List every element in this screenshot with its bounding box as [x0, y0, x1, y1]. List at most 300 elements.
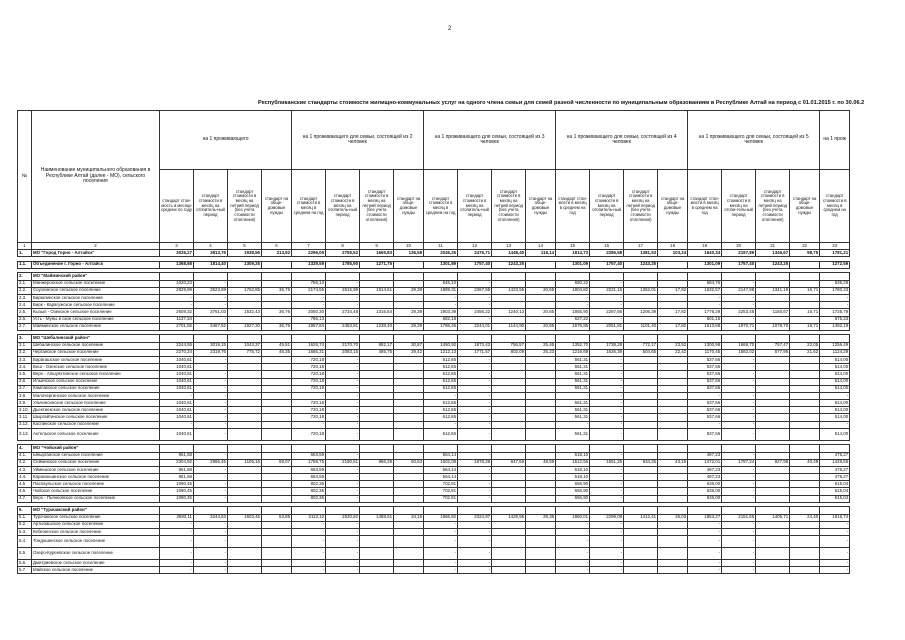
- value-cell: 1101,40: [624, 323, 658, 330]
- value-cell: [360, 421, 394, 428]
- table-row: [18, 507, 850, 514]
- value-cell: 1804,82: [556, 287, 590, 294]
- value-cell: 514,00: [820, 364, 850, 371]
- value-cell: [624, 335, 658, 342]
- value-cell: [526, 507, 556, 514]
- value-cell: -: [326, 392, 360, 399]
- value-cell: 17,82: [658, 287, 688, 294]
- value-cell: [424, 273, 458, 280]
- value-cell: 2456,22: [458, 309, 492, 316]
- value-cell: [326, 445, 360, 452]
- value-cell: [492, 316, 526, 323]
- value-cell: 1472,01: [688, 459, 722, 466]
- value-cell: [360, 371, 394, 378]
- value-cell: [526, 385, 556, 392]
- value-cell: [492, 378, 526, 385]
- value-cell: [624, 488, 658, 495]
- value-cell: -: [590, 356, 624, 363]
- value-cell: [492, 356, 526, 363]
- value-cell: [394, 371, 424, 378]
- value-cell: -: [688, 521, 722, 528]
- value-cell: -: [458, 548, 492, 560]
- value-cell: 720,18: [292, 414, 326, 421]
- row-name: Объединение г. Горно - Алтайск: [32, 261, 160, 268]
- value-cell: [756, 452, 790, 459]
- value-cell: [492, 536, 526, 548]
- value-cell: [262, 335, 292, 342]
- value-cell: [526, 521, 556, 528]
- value-cell: 36,76: [262, 309, 292, 316]
- value-cell: [624, 528, 658, 535]
- value-cell: [790, 507, 820, 514]
- value-cell: 3244,53: [194, 514, 228, 521]
- value-cell: -: [194, 428, 228, 440]
- value-cell: 2046,25: [424, 250, 458, 257]
- column-number: 2: [32, 243, 160, 250]
- value-cell: -: [326, 302, 360, 309]
- value-cell: 34,16: [394, 514, 424, 521]
- value-cell: [492, 371, 526, 378]
- row-name: Кебезенское сельское поселение: [32, 528, 160, 535]
- value-cell: 1781,21: [820, 250, 850, 257]
- table-row: [18, 414, 850, 421]
- value-cell: [722, 273, 756, 280]
- value-cell: [756, 507, 790, 514]
- row-name: Озеро-Куреевское сельское поселение: [32, 548, 160, 560]
- value-cell: [624, 273, 658, 280]
- value-cell: -: [458, 364, 492, 371]
- value-cell: [526, 261, 556, 268]
- value-cell: [492, 294, 526, 301]
- value-cell: [262, 567, 292, 574]
- value-cell: [160, 507, 194, 514]
- value-cell: [492, 364, 526, 371]
- column-number: 22: [790, 243, 820, 250]
- value-cell: -: [326, 316, 360, 323]
- value-cell: 1938,56: [228, 250, 262, 257]
- value-cell: [394, 445, 424, 452]
- value-cell: [228, 294, 262, 301]
- value-cell: [394, 481, 424, 488]
- value-cell: [624, 407, 658, 414]
- value-cell: 24,40: [790, 514, 820, 521]
- value-cell: -: [820, 421, 850, 428]
- header-subcolumn: стандарт на обще-домовые нужды: [394, 170, 424, 243]
- value-cell: [790, 280, 820, 287]
- value-cell: [228, 548, 262, 560]
- value-cell: [624, 414, 658, 421]
- value-cell: [820, 273, 850, 280]
- value-cell: [658, 548, 688, 560]
- value-cell: 3523,69: [194, 287, 228, 294]
- value-cell: [756, 294, 790, 301]
- table-row: [18, 385, 850, 392]
- value-cell: 1040,61: [160, 428, 194, 440]
- header-subcolumn: стандарт на обще-домовые нужды: [526, 170, 556, 243]
- value-cell: 20,65: [526, 309, 556, 316]
- header-subcolumn: стандарт стоимости в месяц на отопитель-ный период: [326, 170, 360, 243]
- value-cell: [624, 378, 658, 385]
- value-cell: 1771,57: [458, 349, 492, 356]
- value-cell: 986,29: [360, 459, 394, 466]
- value-cell: [194, 507, 228, 514]
- value-cell: [228, 273, 262, 280]
- value-cell: 3467,52: [194, 323, 228, 330]
- value-cell: [326, 335, 360, 342]
- value-cell: 485,75: [360, 349, 394, 356]
- value-cell: [556, 445, 590, 452]
- value-cell: [688, 273, 722, 280]
- value-cell: 636,00: [688, 495, 722, 502]
- column-number: 15: [556, 243, 590, 250]
- value-cell: 1786,46: [424, 323, 458, 330]
- value-cell: -: [326, 474, 360, 481]
- row-number: 3.1.: [18, 342, 32, 349]
- value-cell: -: [722, 280, 756, 287]
- value-cell: [492, 414, 526, 421]
- value-cell: -: [194, 407, 228, 414]
- value-cell: 1626,74: [292, 342, 326, 349]
- value-cell: [756, 528, 790, 535]
- value-cell: 1256,49: [820, 342, 850, 349]
- value-cell: [360, 273, 394, 280]
- value-cell: -: [590, 280, 624, 287]
- value-cell: [624, 364, 658, 371]
- value-cell: 951,68: [160, 452, 194, 459]
- value-cell: [492, 421, 526, 428]
- value-cell: [526, 488, 556, 495]
- value-cell: [624, 421, 658, 428]
- value-cell: [756, 364, 790, 371]
- value-cell: 1814,73: [556, 250, 590, 257]
- value-cell: -: [326, 495, 360, 502]
- value-cell: -: [160, 294, 194, 301]
- value-cell: 48,59: [526, 459, 556, 466]
- value-cell: [492, 560, 526, 567]
- value-cell: 1512,56: [556, 459, 590, 466]
- value-cell: [658, 421, 688, 428]
- value-cell: -: [458, 407, 492, 414]
- value-cell: 29,38: [526, 514, 556, 521]
- value-cell: [492, 280, 526, 287]
- row-name: Майское сельское поселение: [32, 567, 160, 574]
- value-cell: [526, 273, 556, 280]
- value-cell: -: [326, 407, 360, 414]
- value-cell: 951,68: [160, 474, 194, 481]
- value-cell: [658, 560, 688, 567]
- value-cell: [262, 261, 292, 268]
- value-cell: -: [556, 528, 590, 535]
- value-cell: [360, 548, 394, 560]
- header-subcolumn: стандарт стои-мости в месяц в среднем на год: [556, 170, 590, 243]
- value-cell: [820, 507, 850, 514]
- value-cell: [492, 407, 526, 414]
- value-cell: [228, 356, 262, 363]
- value-cell: 16,71: [790, 287, 820, 294]
- value-cell: 1757,40: [722, 261, 756, 268]
- value-cell: -: [194, 521, 228, 528]
- value-cell: [492, 488, 526, 495]
- header-subcolumn: стандарт стои-мости в месяц в среднем на год: [688, 170, 722, 243]
- table-row: [18, 378, 850, 385]
- value-cell: 636,00: [688, 481, 722, 488]
- value-cell: 1090,45: [160, 481, 194, 488]
- value-cell: -: [722, 536, 756, 548]
- value-cell: [624, 316, 658, 323]
- value-cell: [526, 392, 556, 399]
- row-number: 3.7.: [18, 385, 32, 392]
- row-name: Ульчинсинское сельское поселение: [32, 400, 160, 407]
- value-cell: [360, 302, 394, 309]
- table-row: [18, 548, 850, 560]
- value-cell: [658, 335, 688, 342]
- value-cell: [526, 316, 556, 323]
- value-cell: [458, 445, 492, 452]
- value-cell: [624, 567, 658, 574]
- value-cell: 1243,25: [624, 261, 658, 268]
- value-cell: [394, 488, 424, 495]
- row-name: Манжерокское сельское поселение: [32, 280, 160, 287]
- value-cell: 1405,71: [756, 514, 790, 521]
- value-cell: 497,23: [688, 452, 722, 459]
- row-number: 3.: [18, 335, 32, 342]
- column-number: 17: [624, 243, 658, 250]
- value-cell: [394, 273, 424, 280]
- value-cell: -: [458, 481, 492, 488]
- value-cell: -: [722, 548, 756, 560]
- row-number: 3.3.: [18, 356, 32, 363]
- value-cell: [688, 507, 722, 514]
- value-cell: [756, 548, 790, 560]
- table-row: [18, 481, 850, 488]
- value-cell: [228, 521, 262, 528]
- table-row: [18, 560, 850, 567]
- value-cell: 1725,79: [820, 309, 850, 316]
- value-cell: [722, 335, 756, 342]
- value-cell: -: [194, 560, 228, 567]
- value-cell: [790, 378, 820, 385]
- value-cell: 1814,40: [194, 261, 228, 268]
- value-cell: -: [194, 421, 228, 428]
- value-cell: [292, 445, 326, 452]
- value-cell: [658, 488, 688, 495]
- value-cell: 1300,98: [688, 342, 722, 349]
- value-cell: 1686,31: [292, 349, 326, 356]
- value-cell: -: [590, 400, 624, 407]
- value-cell: [790, 400, 820, 407]
- value-cell: 2270,24: [160, 349, 194, 356]
- value-cell: -: [820, 521, 850, 528]
- value-cell: 1738,28: [590, 342, 624, 349]
- table-row: [18, 567, 850, 574]
- value-cell: 3019,15: [194, 342, 228, 349]
- row-name: МО "Майминский район": [32, 273, 160, 280]
- value-cell: -: [688, 528, 722, 535]
- row-name: Майминское сельское поселение: [32, 323, 160, 330]
- value-cell: [394, 474, 424, 481]
- value-cell: [262, 392, 292, 399]
- value-cell: 612,65: [424, 400, 458, 407]
- header-row-numbers: [18, 243, 850, 250]
- value-cell: [756, 474, 790, 481]
- value-cell: 17,82: [658, 323, 688, 330]
- row-number: 1.1.: [18, 261, 32, 268]
- value-cell: -: [590, 548, 624, 560]
- value-cell: -: [326, 488, 360, 495]
- value-cell: [228, 567, 262, 574]
- value-cell: -: [326, 421, 360, 428]
- value-cell: 2324,97: [458, 514, 492, 521]
- value-cell: -: [722, 400, 756, 407]
- value-cell: [360, 466, 394, 473]
- value-cell: -: [326, 294, 360, 301]
- row-name: Верх - Апшуяхтинское сельское поселение: [32, 371, 160, 378]
- value-cell: [394, 421, 424, 428]
- value-cell: 3813,76: [194, 250, 228, 257]
- value-cell: 21,62: [790, 349, 820, 356]
- value-cell: -: [424, 567, 458, 574]
- value-cell: -: [194, 528, 228, 535]
- value-cell: -: [820, 392, 850, 399]
- value-cell: -: [820, 302, 850, 309]
- value-cell: [526, 302, 556, 309]
- value-cell: -: [194, 280, 228, 287]
- value-cell: 1206,39: [624, 309, 658, 316]
- value-cell: 612,65: [424, 364, 458, 371]
- row-number: 3.6.: [18, 378, 32, 385]
- value-cell: 1090,45: [160, 495, 194, 502]
- value-cell: [756, 378, 790, 385]
- value-cell: -: [590, 302, 624, 309]
- row-name: Соузгинское сельское поселение: [32, 287, 160, 294]
- value-cell: -: [590, 316, 624, 323]
- row-name: МО "Турачакский район": [32, 507, 160, 514]
- value-cell: -: [424, 294, 458, 301]
- value-cell: [722, 507, 756, 514]
- value-cell: 645,10: [424, 280, 458, 287]
- value-cell: [360, 521, 394, 528]
- value-cell: [756, 316, 790, 323]
- value-cell: [194, 445, 228, 452]
- table-row: [18, 316, 850, 323]
- value-cell: [820, 445, 850, 452]
- value-cell: [526, 466, 556, 473]
- header-subcolumn: стандарт стоимости в месяц в среднем на год: [424, 170, 458, 243]
- value-cell: [526, 567, 556, 574]
- value-cell: -: [160, 302, 194, 309]
- value-cell: -: [424, 421, 458, 428]
- value-cell: 663,59: [292, 466, 326, 473]
- value-cell: [458, 507, 492, 514]
- value-cell: [326, 273, 360, 280]
- value-cell: [756, 481, 790, 488]
- value-cell: -: [722, 407, 756, 414]
- value-cell: 1429,55: [492, 514, 526, 521]
- value-cell: -: [194, 488, 228, 495]
- row-number: 5.6.: [18, 560, 32, 567]
- value-cell: [360, 560, 394, 567]
- value-cell: 50,63: [394, 459, 424, 466]
- value-cell: [228, 335, 262, 342]
- value-cell: 756,57: [492, 342, 526, 349]
- value-cell: [262, 356, 292, 363]
- value-cell: [658, 481, 688, 488]
- value-cell: -: [160, 421, 194, 428]
- value-cell: -: [326, 364, 360, 371]
- value-cell: [492, 548, 526, 560]
- value-cell: 1532,43: [228, 309, 262, 316]
- value-cell: 1238,40: [360, 323, 394, 330]
- value-cell: [526, 560, 556, 567]
- value-cell: -: [458, 385, 492, 392]
- header-row-groups: [18, 111, 850, 170]
- column-number: 9: [360, 243, 394, 250]
- value-cell: [624, 371, 658, 378]
- row-number: 3.8.: [18, 392, 32, 399]
- value-cell: [526, 280, 556, 287]
- value-cell: 514,00: [820, 378, 850, 385]
- value-cell: -: [458, 466, 492, 473]
- value-cell: [228, 507, 262, 514]
- value-cell: [262, 364, 292, 371]
- value-cell: 2147,88: [722, 287, 756, 294]
- value-cell: [756, 392, 790, 399]
- value-cell: 29,42: [394, 349, 424, 356]
- table-row: [18, 302, 850, 309]
- row-number: 2.1.: [18, 280, 32, 287]
- value-cell: 1216,69: [556, 349, 590, 356]
- value-cell: [424, 335, 458, 342]
- value-cell: 98,75: [790, 250, 820, 257]
- value-cell: -: [458, 567, 492, 574]
- value-cell: 213,92: [262, 250, 292, 257]
- value-cell: [292, 335, 326, 342]
- value-cell: [424, 445, 458, 452]
- value-cell: 1757,40: [458, 261, 492, 268]
- value-cell: 772,17: [624, 342, 658, 349]
- value-cell: [590, 445, 624, 452]
- value-cell: [492, 474, 526, 481]
- value-cell: [658, 428, 688, 440]
- value-cell: 2829,99: [160, 287, 194, 294]
- row-number: 3.10.: [18, 407, 32, 414]
- value-cell: -: [556, 521, 590, 528]
- value-cell: -: [160, 521, 194, 528]
- value-cell: 537,66: [688, 378, 722, 385]
- value-cell: [790, 302, 820, 309]
- value-cell: [394, 528, 424, 535]
- row-name: Ынырганское сельское поселение: [32, 452, 160, 459]
- value-cell: [360, 407, 394, 414]
- value-cell: [360, 507, 394, 514]
- value-cell: -: [194, 385, 228, 392]
- value-cell: 17,82: [658, 309, 688, 316]
- value-cell: [228, 445, 262, 452]
- value-cell: [360, 316, 394, 323]
- value-cell: [228, 414, 262, 421]
- header-number: №: [18, 111, 32, 243]
- table-row: [18, 309, 850, 316]
- value-cell: 2304,92: [160, 459, 194, 466]
- value-cell: 504,65: [624, 349, 658, 356]
- value-cell: [228, 495, 262, 502]
- value-cell: -: [458, 392, 492, 399]
- value-cell: 36,76: [262, 323, 292, 330]
- value-cell: [658, 378, 688, 385]
- value-cell: 1602,08: [424, 459, 458, 466]
- value-cell: [790, 528, 820, 535]
- value-cell: [458, 335, 492, 342]
